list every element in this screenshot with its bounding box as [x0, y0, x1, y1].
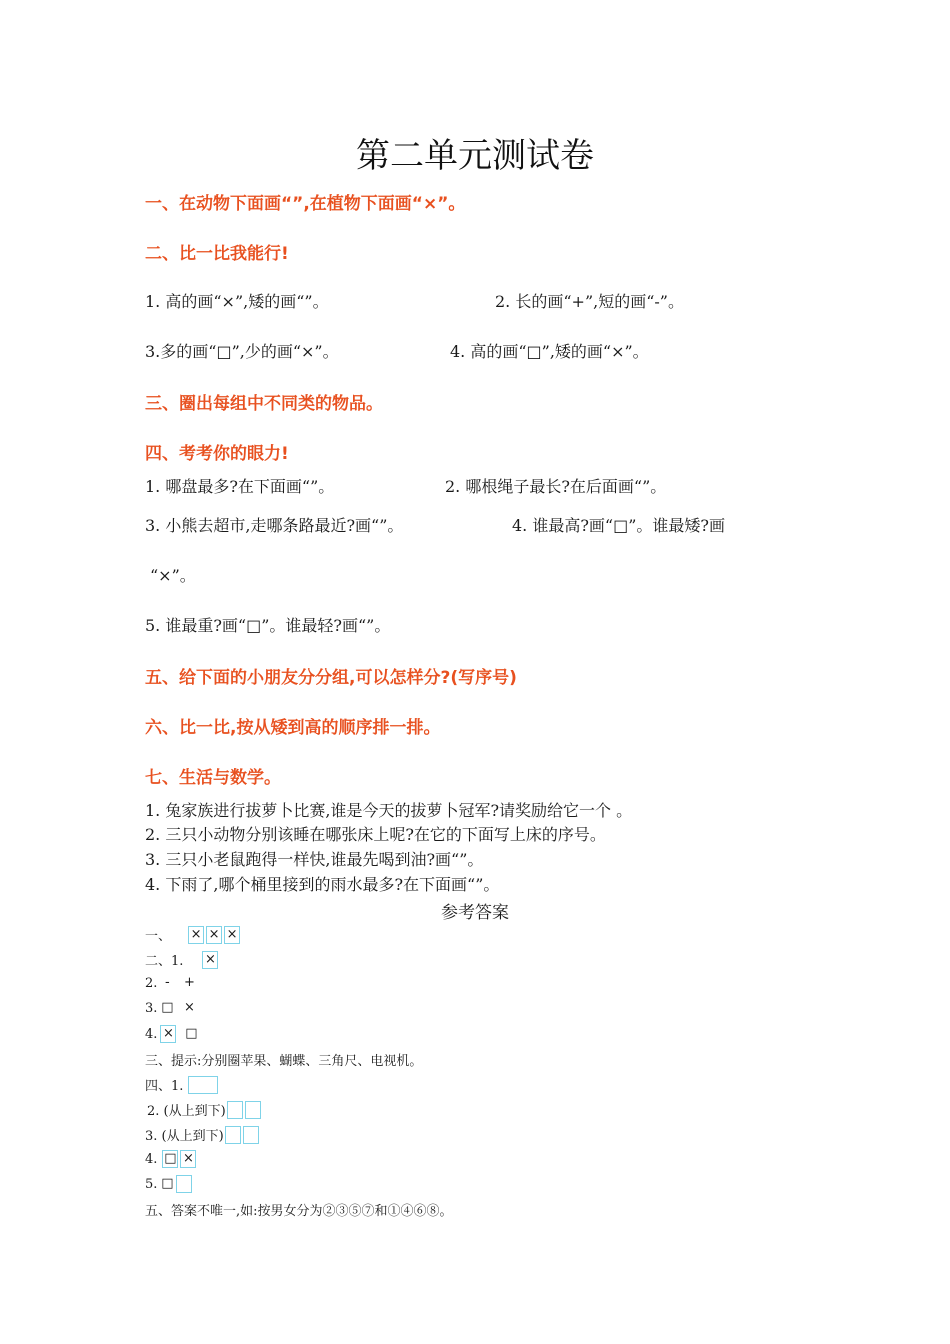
- answer-mark-box: ×: [224, 926, 240, 944]
- answer-2-2: 2. - +: [145, 975, 195, 991]
- answer-mark: +: [183, 975, 195, 990]
- question-2-3: 3.多的画“□”,少的画“×”。: [145, 342, 339, 361]
- answer-5: 五、答案不唯一,如:按男女分为②③⑤⑦和①④⑥⑧。: [145, 1204, 453, 1219]
- question-7-3: 3. 三只小老鼠跑得一样快,谁最先喝到油?画“”。: [145, 850, 484, 869]
- answer-4-3: 3. (从上到下): [145, 1125, 260, 1144]
- answer-mark: □: [185, 1026, 198, 1041]
- section-7-heading: 七、生活与数学。: [145, 768, 281, 788]
- answer-key-title: 参考答案: [441, 903, 509, 923]
- answer-4-1: 四、1.: [145, 1075, 219, 1094]
- answer-mark: □: [161, 1000, 174, 1015]
- answer-4-5: 5. □: [145, 1175, 193, 1193]
- answer-image-box: [243, 1126, 259, 1144]
- question-4-5: 5. 谁最重?画“□”。谁最轻?画“”。: [145, 616, 391, 635]
- question-7-2: 2. 三只小动物分别该睡在哪张床上呢?在它的下面写上床的序号。: [145, 825, 606, 844]
- answer-mark: ×: [183, 1000, 195, 1015]
- answer-mark-box: ×: [202, 951, 218, 969]
- question-4-3: 3. 小熊去超市,走哪条路最近?画“”。: [145, 516, 404, 535]
- question-2-4: 4. 高的画“□”,矮的画“×”。: [450, 342, 649, 361]
- answer-mark-box: ×: [206, 926, 222, 944]
- answer-image-box: [225, 1126, 241, 1144]
- page-title: 第二单元测试卷: [356, 136, 594, 176]
- question-7-1: 1. 兔家族进行拔萝卜比赛,谁是今天的拔萝卜冠军?请奖励给它一个 。: [145, 801, 633, 820]
- section-4-heading: 四、考考你的眼力!: [145, 444, 289, 464]
- answer-mark: □: [161, 1176, 174, 1191]
- answer-image-box: [227, 1101, 243, 1119]
- question-7-4: 4. 下雨了,哪个桶里接到的雨水最多?在下面画“”。: [145, 875, 500, 894]
- answer-2-1: 二、1. ×: [145, 950, 219, 969]
- answer-mark: -: [165, 975, 170, 990]
- answer-image-box: [245, 1101, 261, 1119]
- section-3-heading: 三、圈出每组中不同类的物品。: [145, 394, 383, 414]
- answer-4-2: 2. (从上到下): [147, 1100, 262, 1119]
- answer-mark-box: ×: [160, 1025, 176, 1043]
- question-4-4-b: “×”。: [150, 566, 196, 585]
- question-2-2: 2. 长的画“+”,短的画“-”。: [495, 292, 684, 311]
- answer-1: 一、 × × ×: [145, 925, 241, 944]
- answer-mark-box: ×: [188, 926, 204, 944]
- answer-2-4: 4. × □: [145, 1026, 198, 1042]
- question-2-1: 1. 高的画“×”,矮的画“”。: [145, 292, 329, 311]
- answer-3: 三、提示:分别圈苹果、蝴蝶、三角尺、电视机。: [145, 1054, 423, 1069]
- answer-mark-box: □: [164, 1151, 177, 1166]
- answer-image-box: [176, 1175, 192, 1193]
- question-4-2: 2. 哪根绳子最长?在后面画“”。: [445, 477, 667, 496]
- section-2-heading: 二、比一比我能行!: [145, 244, 289, 264]
- answer-image-box: [188, 1076, 218, 1094]
- answer-4-4: 4. □ ×: [145, 1150, 197, 1168]
- section-5-heading: 五、给下面的小朋友分分组,可以怎样分?(写序号): [145, 668, 517, 688]
- answer-mark-box: ×: [180, 1150, 196, 1168]
- section-6-heading: 六、比一比,按从矮到高的顺序排一排。: [145, 718, 441, 738]
- question-4-4-a: 4. 谁最高?画“□”。谁最矮?画: [512, 516, 725, 535]
- answer-2-3: 3. □ ×: [145, 1000, 195, 1016]
- section-1-heading: 一、在动物下面画“”,在植物下面画“×”。: [145, 194, 466, 214]
- question-4-1: 1. 哪盘最多?在下面画“”。: [145, 477, 335, 496]
